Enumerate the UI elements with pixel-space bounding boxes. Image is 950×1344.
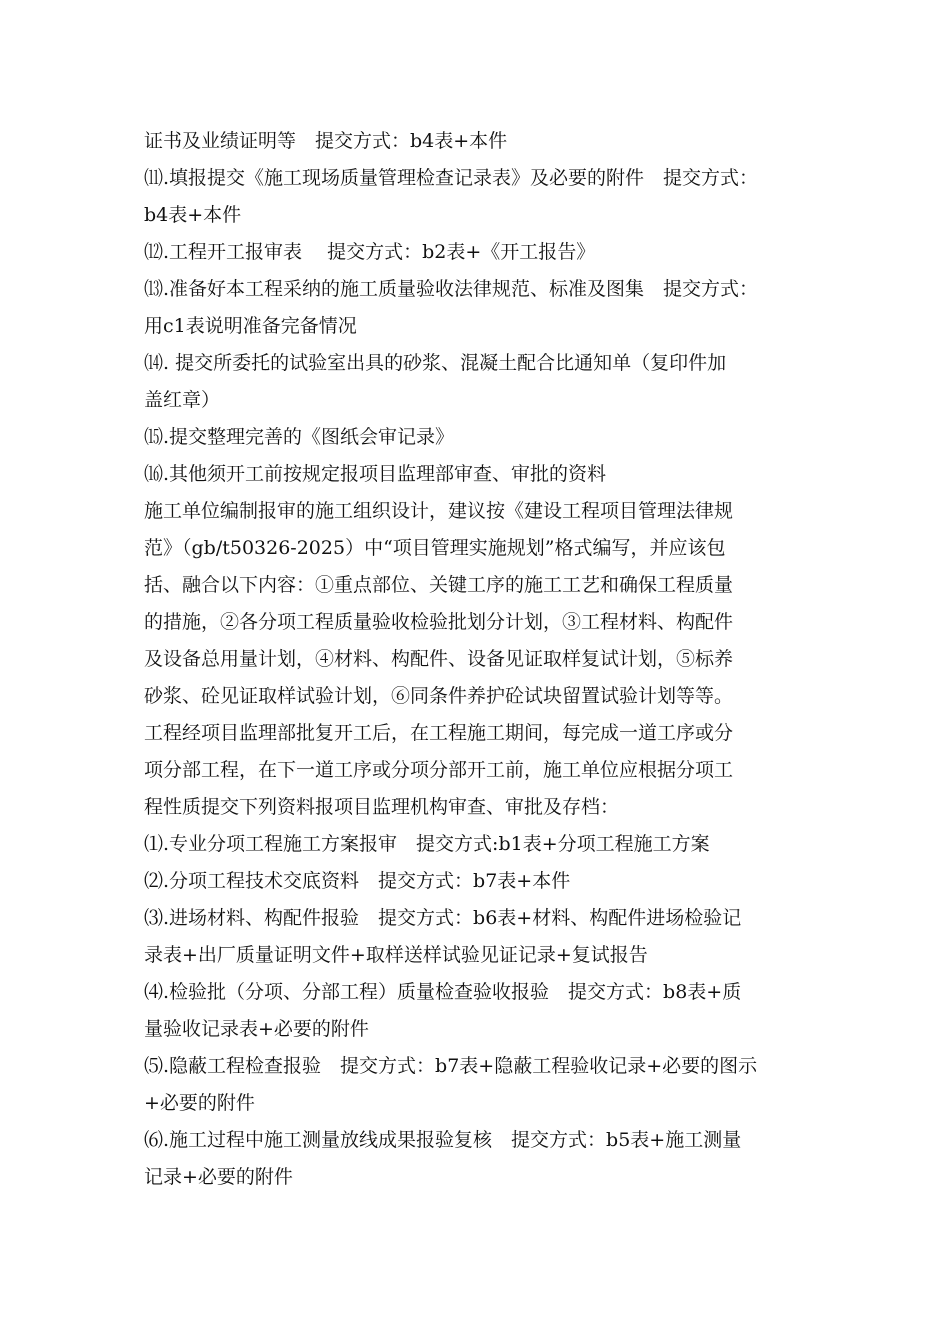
document-body bbox=[144, 123, 816, 1196]
text-line: ⒀.准备好本工程采纳的施工质量验收法律规范、标准及图集 提交方式： bbox=[144, 278, 759, 300]
text-line: 程性质提交下列资料报项目监理机构审查、审批及存档： bbox=[144, 796, 620, 818]
text-line: 证书及业绩证明等 提交方式：b4表+本件 bbox=[144, 130, 508, 152]
text-line: 记录+必要的附件 bbox=[144, 1166, 293, 1188]
text-line: 用c1表说明准备完备情况 bbox=[144, 315, 357, 337]
text-line: 的措施，②各分项工程质量验收检验批划分计划，③工程材料、构配件 bbox=[144, 611, 734, 633]
text-line: 录表+出厂质量证明文件+取样送样试验见证记录+复试报告 bbox=[144, 944, 648, 966]
text-line: 工程经项目监理部批复开工后，在工程施工期间，每完成一道工序或分 bbox=[144, 722, 734, 744]
text-line: ⑿.工程开工报审表 提交方式：b2表+《开工报告》 bbox=[144, 241, 596, 263]
text-line: 项分部工程，在下一道工序或分项分部开工前，施工单位应根据分项工 bbox=[144, 759, 734, 781]
text-line: ⒃.其他须开工前按规定报项目监理部审查、审批的资料 bbox=[144, 463, 607, 485]
text-line: b4表+本件 bbox=[144, 204, 242, 226]
text-line: ⑾.填报提交《施工现场质量管理检查记录表》及必要的附件 提交方式： bbox=[144, 167, 759, 189]
text-line: 范》（gb/t50326-2025）中“项目管理实施规划”格式编写，并应该包 bbox=[144, 537, 726, 559]
text-line: ⑶.进场材料、构配件报验 提交方式：b6表+材料、构配件进场检验记 bbox=[144, 907, 742, 929]
text-line: 盖红章） bbox=[144, 389, 221, 411]
text-line: ⑵.分项工程技术交底资料 提交方式：b7表+本件 bbox=[144, 870, 571, 892]
text-line: 施工单位编制报审的施工组织设计，建议按《建设工程项目管理法律规 bbox=[144, 500, 734, 522]
text-line: ⑴.专业分项工程施工方案报审 提交方式:b1表+分项工程施工方案 bbox=[144, 833, 710, 855]
text-line: ⑸.隐蔽工程检查报验 提交方式：b7表+隐蔽工程验收记录+必要的图示 bbox=[144, 1055, 758, 1077]
text-line: ⑷.检验批（分项、分部工程）质量检查验收报验 提交方式：b8表+质 bbox=[144, 981, 742, 1003]
text-line: +必要的附件 bbox=[144, 1092, 255, 1114]
text-line: ⑹.施工过程中施工测量放线成果报验复核 提交方式：b5表+施工测量 bbox=[144, 1129, 742, 1151]
text-line: ⒁. 提交所委托的试验室出具的砂浆、混凝土配合比通知单（复印件加 bbox=[144, 352, 727, 374]
text-line: ⒂.提交整理完善的《图纸会审记录》 bbox=[144, 426, 455, 448]
text-line: 量验收记录表+必要的附件 bbox=[144, 1018, 369, 1040]
text-line: 砂浆、砼见证取样试验计划，⑥同条件养护砼试块留置试验计划等等。 bbox=[144, 685, 734, 707]
text-line: 括、融合以下内容：①重点部位、关键工序的施工工艺和确保工程质量 bbox=[144, 574, 734, 596]
text-line: 及设备总用量计划，④材料、构配件、设备见证取样复试计划，⑤标养 bbox=[144, 648, 734, 670]
